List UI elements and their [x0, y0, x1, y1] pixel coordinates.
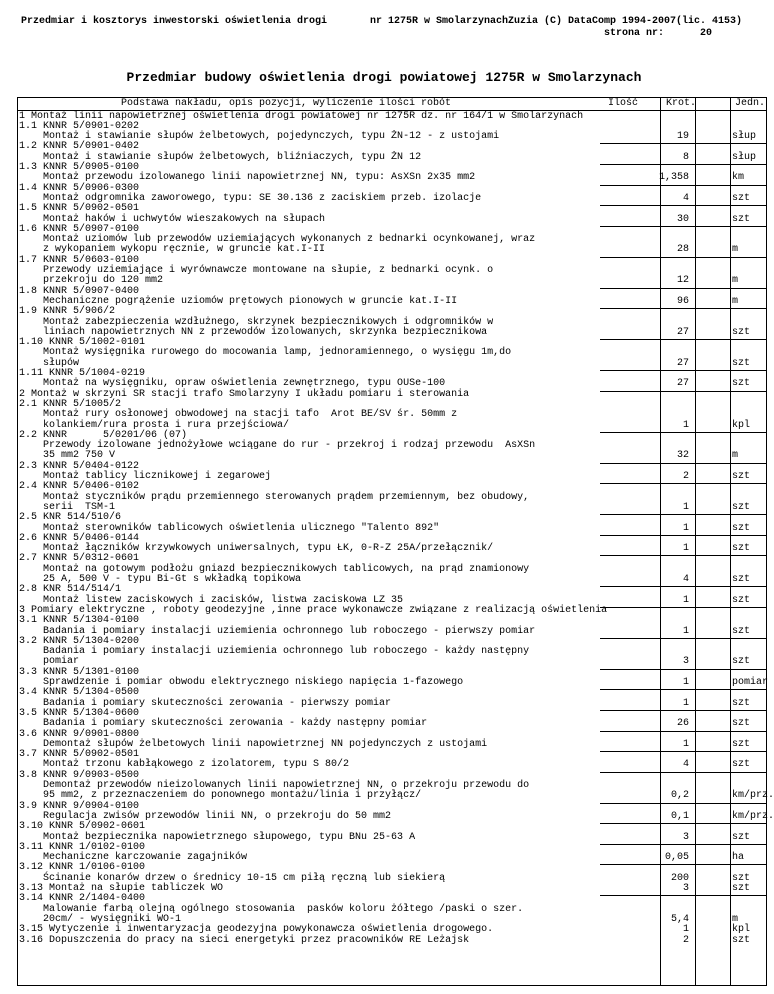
row-divider [600, 288, 767, 289]
unit-cell: m [732, 244, 739, 256]
description-line: 3.16 Dopuszczenia do pracy na sieci energetyki przez pracowników RE Leżajsk [19, 934, 470, 946]
description-line: Montaż bezpiecznika napowietrznego słupowego, typu BNu 25-63 A [19, 831, 416, 843]
description-line: liniach napowietrznych NN z przewodów izolowanych, skrzynka bezpiecznikowa [19, 326, 488, 338]
description-line: Przewody izolowane jednożyłowe wciągane do rur - przekroj i rodzaj przewodu AsXSn [19, 440, 536, 452]
unit-cell: szt [732, 357, 751, 369]
description-line: 95 mm2, z przeznaczeniem do ponownego montażu/linia i przyłącz/ [19, 790, 422, 802]
unit-cell: szt [732, 471, 751, 482]
description-line: Montaż listew zaciskowych i zacisków, listwa zaciskowa LZ 35 [19, 594, 404, 606]
description-line: 2.5 KNR 514/510/6 [19, 512, 122, 524]
description-line: Badania i pomiary skuteczności zerowania - pierwszy pomiar [19, 697, 392, 709]
column-header-multiplier: Krot. [666, 98, 697, 109]
header-document-name: Przedmiar i kosztorys inwestorski oświetlenia drogi [21, 16, 328, 27]
description-line: Regulacja zwisów przewodów linii NN, o przekroju do 50 mm2 [19, 810, 392, 822]
description-line: 3 Pomiary elektryczne , roboty geodezyjne ,inne prace wykonawcze związane z realizacją oświetlenia [19, 604, 608, 616]
row-divider [600, 895, 767, 896]
description-line: Montaż zabezpieczenia wzdłużnego, skrzynek bezpiecznikowych i odgromników w [19, 316, 494, 328]
quantity-cell: 0,2 [670, 790, 689, 802]
row-divider [600, 823, 767, 824]
quantity-cell: 1 [682, 522, 689, 534]
row-divider [600, 339, 767, 340]
description-line: Demontaż przewodów nieizolowanych linii napowietrznej NN, o przekroju przewodu do [19, 780, 530, 791]
row-divider [600, 308, 767, 309]
description-line: Sprawdzenie i pomiar obwodu elektrycznego niskiego napięcia 1-fazowego [19, 677, 464, 688]
description-line: Montaż i stawianie słupów żelbetowych, bliźniaczych, typu ŻN 12 [19, 151, 422, 163]
row-divider [600, 257, 767, 258]
column-divider-krot [695, 97, 696, 986]
header-page-number: strona nr: 20 [604, 28, 713, 39]
description-line: 25 A, 500 V - typu Bi-Gt s wkładką topikowa [19, 574, 302, 585]
unit-cell: m [732, 295, 739, 307]
description-line: kolankiem/rura prosta i rura przejściowa/ [19, 419, 290, 431]
row-divider [600, 205, 767, 206]
description-line: Montaż przewodu izolowanego linii napowietrznej NN, typu: AsXSn 2x35 mm2 [19, 172, 476, 184]
description-line: Montaż na wysięgniku, opraw oświetlenia zewnętrznego, typu OUSe-100 [19, 378, 446, 390]
quantity-cell: 1 [682, 697, 689, 709]
column-header-unit: Jedn. [735, 98, 766, 109]
page-title: Przedmiar budowy oświetlenia drogi powiatowej 1275R w Smolarzynach [126, 70, 642, 85]
unit-cell: kpl [732, 924, 751, 936]
description-line: 1.10 KNNR 5/1002-0101 [19, 337, 146, 349]
row-divider [600, 391, 767, 392]
description-line: 2.8 KNR 514/514/1 [19, 584, 122, 596]
unit-cell: szt [732, 501, 751, 513]
quantity-cell: 4 [682, 192, 689, 204]
description-line: 3.5 KNNR 5/1304-0600 [19, 707, 140, 719]
column-divider-unit [730, 97, 731, 986]
unit-cell: szt [732, 656, 751, 668]
description-line: Mechaniczne pogrążenie uziomów prętowych pionowych w gruncie kat.I-II [19, 295, 458, 307]
description-line: Montaż styczników prądu przemiennego sterowanych prądem przemiennym, bez obudowy, [19, 491, 530, 503]
description-line: z wykopaniem wykopu ręcznie, w gruncie kat.I-II [19, 244, 326, 256]
row-divider [600, 731, 767, 732]
unit-cell: szt [732, 594, 751, 606]
description-line: 2.6 KNNR 5/0406-0144 [19, 532, 140, 544]
unit-cell: km/prz. [732, 790, 774, 802]
unit-cell: szt [732, 934, 751, 946]
description-line: Montaż łączników krzywkowych uniwersalnych, typu ŁK, 0-R-Z 25A/przełącznik/ [19, 543, 494, 555]
description-line: 3.13 Montaż na słupie tabliczek WO [19, 883, 224, 894]
row-divider [600, 432, 767, 433]
description-line: 3.1 KNNR 5/1304-0100 [19, 615, 140, 627]
quantity-cell: 96 [676, 295, 689, 307]
description-line: przekroju do 120 mm2 [19, 275, 164, 287]
unit-cell: szt [732, 697, 751, 709]
row-divider [600, 638, 767, 639]
quantity-cell: 4 [682, 759, 689, 771]
row-divider [600, 555, 767, 556]
description-line: Demontaż słupów żelbetowych linii napowietrznej NN pojedynczych z ustojami [19, 738, 488, 750]
quantity-cell: 4 [682, 574, 689, 585]
quantity-cell: 27 [676, 357, 689, 369]
unit-cell: szt [732, 883, 751, 894]
description-line: 1.9 KNNR 5/906/2 [19, 306, 116, 318]
description-line: Badania i pomiary instalacji uziemienia ochronnego lub roboczego - każdy następny [19, 646, 530, 658]
description-line: 3.11 KNNR 1/0102-0100 [19, 841, 146, 853]
quantity-cell: 12 [676, 275, 689, 287]
quantity-cell: 2 [682, 934, 689, 946]
description-line: 2.4 KNNR 5/0406-0102 [19, 481, 140, 493]
quantity-cell: 27 [676, 378, 689, 390]
quantity-cell: 1 [682, 501, 689, 513]
unit-cell: kpl [732, 419, 751, 431]
unit-cell: ha [732, 852, 745, 864]
description-line: Montaż trzonu kabłąkowego z izolatorem, typu S 80/2 [19, 759, 350, 771]
row-divider [600, 226, 767, 227]
row-divider [600, 143, 767, 144]
unit-cell: m [732, 450, 739, 462]
row-divider [600, 844, 767, 845]
description-line: 3.7 KNNR 5/0902-0501 [19, 749, 140, 761]
column-header-description: Podstawa nakładu, opis pozycji, wyliczenie ilości robót [121, 98, 452, 109]
unit-cell: szt [732, 831, 751, 843]
description-line: Montaż tablicy licznikowej i zegarowej [19, 471, 272, 482]
row-divider [600, 772, 767, 773]
description-line: Mechaniczne karczowanie zagajników [19, 852, 248, 864]
description-line: Ścinanie konarów drzew o średnicy 10-15 cm piłą ręczną lub siekierą [19, 872, 446, 884]
column-header-quantity: Ilość [608, 98, 639, 109]
quantity-cell: 30 [676, 213, 689, 225]
unit-cell: km [732, 172, 745, 184]
description-line: 3.10 KNNR 5/0902-0601 [19, 821, 146, 833]
description-line: Montaż sterowników tablicowych oświetlenia ulicznego "Talento 892" [19, 522, 440, 534]
description-line: Montaż odgromnika zaworowego, typu: SE 30.136 z zaciskiem przeb. izolacje [19, 192, 482, 204]
unit-cell: szt [732, 378, 751, 390]
description-line: pomiar [19, 656, 80, 668]
unit-cell: m [732, 275, 739, 287]
row-divider [600, 164, 767, 165]
row-divider [600, 586, 767, 587]
quantity-cell: 0,05 [664, 852, 689, 864]
header-software-info: nr 1275R w SmolarzynachZuzia (C) DataComp 1994-2007(lic. 4153) [370, 16, 743, 27]
description-line: 35 mm2 750 V [19, 450, 116, 462]
quantity-cell: 3 [682, 883, 689, 894]
description-line: 1.1 KNNR 5/0901-0202 [19, 120, 140, 132]
quantity-cell: 3 [682, 831, 689, 843]
description-line: 1.3 KNNR 5/0905-0100 [19, 162, 140, 173]
quantity-cell: 1 [682, 419, 689, 431]
description-line: Montaż wysięgnika rurowego do mocowania lamp, jednoramiennego, o wysięgu 1m,do [19, 347, 512, 359]
quantity-cell: 27 [676, 326, 689, 338]
description-line: Badania i pomiary instalacji uziemienia ochronnego lub roboczego - pierwszy pomiar [19, 625, 536, 637]
unit-cell: szt [732, 625, 751, 637]
unit-cell: szt [732, 213, 751, 225]
unit-cell: szt [732, 522, 751, 534]
description-line: 1.2 KNNR 5/0901-0402 [19, 141, 140, 153]
row-divider [600, 370, 767, 371]
row-divider [600, 463, 767, 464]
description-line: 2.3 KNNR 5/0404-0122 [19, 460, 140, 472]
description-line: Badania i pomiary skuteczności zerowania - każdy następny pomiar [19, 718, 428, 730]
quantity-cell: 0,1 [670, 810, 689, 822]
description-line: 3.12 KNNR 1/0106-0100 [19, 862, 146, 874]
quantity-cell: 28 [676, 244, 689, 256]
description-line: Montaż uziomów lub przewodów uziemiających wykonanych z bednarki ocynkowanej, wraz [19, 234, 536, 246]
quantity-cell: 1,358 [658, 172, 689, 184]
row-divider [600, 751, 767, 752]
description-line: Montaż na gotowym podłożu gniazd bezpiecznikowych tablicowych, na prąd znamionowy [19, 563, 530, 575]
unit-cell: szt [732, 574, 751, 585]
description-line: 20cm/ - wysięgniki WO-1 [19, 913, 182, 925]
row-divider [600, 864, 767, 865]
quantity-cell: 19 [676, 131, 689, 143]
unit-cell: pomiar [732, 677, 769, 688]
description-line: 3.14 KNNR 2/1404-0400 [19, 893, 146, 905]
description-line: 1.4 KNNR 5/0906-0300 [19, 182, 140, 194]
quantity-cell: 1 [682, 924, 689, 936]
row-divider [600, 535, 767, 536]
unit-cell: słup [732, 151, 757, 163]
description-line: słupów [19, 357, 80, 369]
description-line: serii TSM-1 [19, 501, 116, 513]
description-line: 2.2 KNNR 5/0201/06 (07) [19, 429, 188, 441]
description-line: 3.9 KNNR 9/0904-0100 [19, 800, 140, 812]
row-divider [600, 607, 767, 608]
quantity-cell: 5,4 [670, 913, 689, 925]
unit-cell: szt [732, 192, 751, 204]
row-divider [600, 514, 767, 515]
row-divider [600, 803, 767, 804]
description-line: Przewody uziemiające i wyrównawcze montowane na słupie, z bednarki ocynk. o [19, 265, 494, 276]
quantity-cell: 1 [682, 677, 689, 688]
description-line: 1.6 KNNR 5/0907-0100 [19, 223, 140, 235]
quantity-cell: 8 [682, 151, 689, 163]
quantity-cell: 1 [682, 594, 689, 606]
unit-cell: szt [732, 872, 751, 884]
description-line: 1.11 KNNR 5/1004-0219 [19, 368, 146, 379]
unit-cell: szt [732, 718, 751, 730]
unit-cell: szt [732, 738, 751, 750]
unit-cell: szt [732, 326, 751, 338]
quantity-cell: 1 [682, 625, 689, 637]
description-line: Montaż i stawianie słupów żelbetowych, pojedynczych, typu ŻN-12 - z ustojami [19, 131, 500, 143]
quantity-cell: 1 [682, 543, 689, 555]
description-line: 3.4 KNNR 5/1304-0500 [19, 687, 140, 699]
quantity-cell: 200 [670, 872, 689, 884]
quantity-cell: 26 [676, 718, 689, 730]
description-line: Montaż rury osłonowej obwodowej na stacji tafo Arot BE/SV śr. 50mm z [19, 409, 458, 421]
unit-cell: szt [732, 543, 751, 555]
quantity-cell: 1 [682, 738, 689, 750]
row-divider [600, 483, 767, 484]
row-divider [600, 185, 767, 186]
row-divider [600, 710, 767, 711]
description-line: 2 Montaż w skrzyni SR stacji trafo Smolarzyny I układu pomiaru i sterowania [19, 388, 470, 400]
description-line: 3.8 KNNR 9/0903-0500 [19, 769, 140, 781]
unit-cell: km/prz. [732, 810, 774, 822]
description-line: 1.7 KNNR 5/0603-0100 [19, 254, 140, 266]
row-divider [600, 669, 767, 670]
description-line: 2.7 KNNR 5/0312-0601 [19, 553, 140, 565]
row-divider [600, 689, 767, 690]
description-line: Malowanie farbą olejną ogólnego stosowania pasków koloru żółtego /paski o szer. [19, 903, 524, 915]
description-line: 3.2 KNNR 5/1304-0200 [19, 635, 140, 647]
unit-cell: słup [732, 131, 757, 143]
quantity-cell: 2 [682, 471, 689, 482]
description-line: Montaż haków i uchwytów wieszakowych na słupach [19, 213, 326, 225]
unit-cell: szt [732, 759, 751, 771]
description-line: 3.3 KNNR 5/1301-0100 [19, 666, 140, 678]
description-line: 2.1 KNNR 5/1005/2 [19, 398, 122, 410]
description-line: 1.5 KNNR 5/0902-0501 [19, 203, 140, 215]
description-line: 3.15 Wytyczenie i inwentaryzacja geodezyjna powykonawcza oświetlenia drogowego. [19, 924, 494, 936]
quantity-cell: 3 [682, 656, 689, 668]
description-line: 1.8 KNNR 5/0907-0400 [19, 285, 140, 297]
description-line: 1 Montaż linii napowietrznej oświetlenia drogi powiatowej nr 1275R dz. nr 164/1 w Smolarzynach [19, 110, 584, 122]
description-line: 3.6 KNNR 9/0901-0800 [19, 728, 140, 740]
unit-cell: m [732, 913, 739, 925]
quantity-cell: 32 [676, 450, 689, 462]
